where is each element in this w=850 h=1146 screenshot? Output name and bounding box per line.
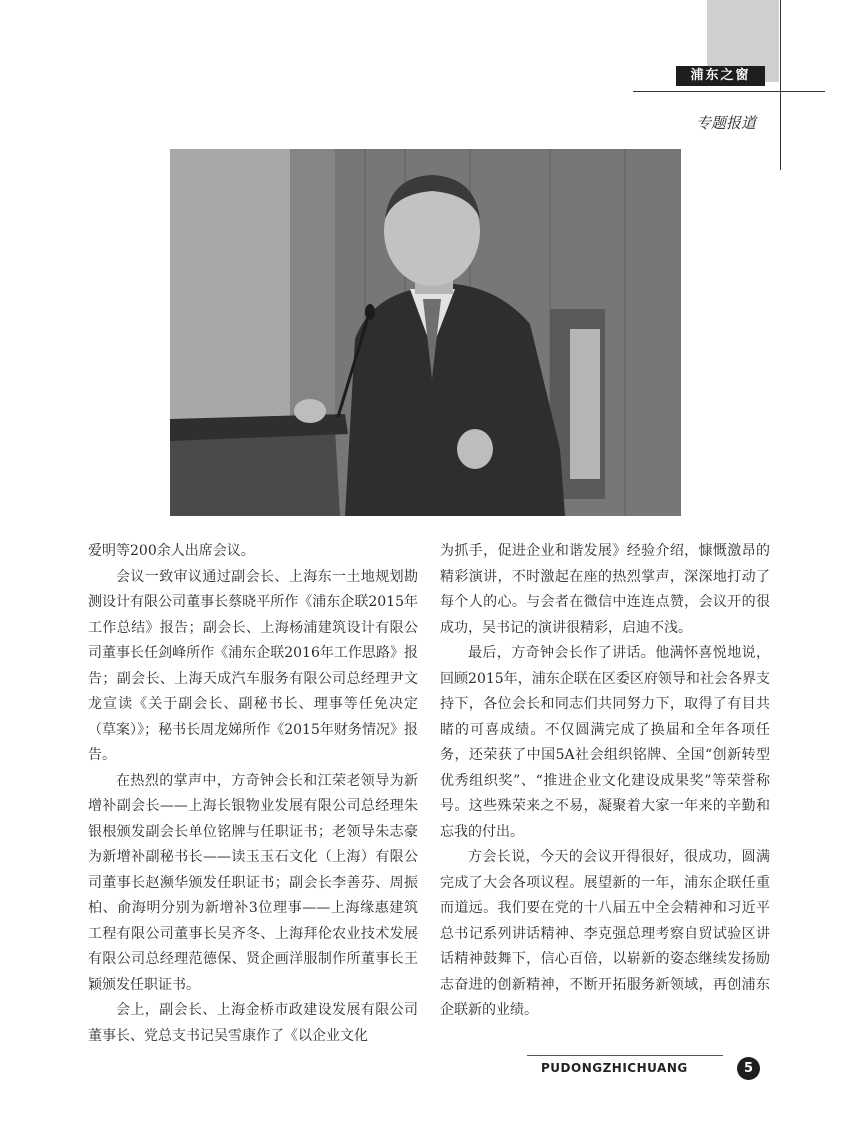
magazine-logo: 浦东之窗 (676, 66, 765, 86)
article-photo (170, 149, 681, 516)
section-title: 专题报道 (695, 114, 756, 132)
speaker-photo-illustration (170, 149, 681, 516)
page-number: 5 (737, 1057, 760, 1080)
article-paragraph: 在热烈的掌声中，方奇钟会长和江荣老领导为新增补副会长——上海长银物业发展有限公司总经理朱银根颁发副会长单位铭牌与任职证书；老领导朱志豪为新增补副秘书长——读玉玉石文化（上海）有限公司董事长赵濒华颁发任职证书；副会长李善芬、周振柏、俞海明分别为新增补3位理事——上海缘惠建筑工程有限公司董事长吴齐冬、上海拜伦农业技术发展有限公司总经理范德保、贤企画洋服制作所董事长王颖颁发任职证书。 (88, 772, 418, 993)
publication-name: PUDONGZHICHUANG (541, 1061, 688, 1075)
article-paragraph: 为抓手，促进企业和谐发展》经验介绍，慷慨激昂的精彩演讲，不时激起在座的热烈掌声，深深地打动了每个人的心。与会者在微信中连连点赞，会议开的很成功，吴书记的演讲很精彩，启迪不浅。 (440, 543, 770, 636)
article-right-column (440, 539, 770, 1024)
article-paragraph: 方会长说，今天的会议开得很好，很成功，圆满完成了大会各项议程。展望新的一年，浦东企联任重而道远。我们要在党的十八届五中全会精神和习近平总书记系列讲话精神、李克强总理考察自贸试验区讲话精神鼓舞下，信心百倍，以崭新的姿态继续发扬励志奋进的创新精神，不断开拓服务新领域，再创浦东企联新的业绩。 (440, 849, 770, 1018)
header-horizontal-rule (633, 91, 825, 92)
article-paragraph: 会上，副会长、上海金桥市政建设发展有限公司董事长、党总支书记吴雪康作了《以企业文化 (88, 1002, 418, 1044)
article-paragraph: 最后，方奇钟会长作了讲话。他满怀喜悦地说，回顾2015年，浦东企联在区委区府领导和社会各界支持下，各位会长和同志们共同努力下，取得了有目共睹的可喜成绩。不仅圆满完成了换届和全年各项任务，还荣获了中国5A社会组织铭牌、全国“创新转型优秀组织奖”、“推进企业文化建设成果奖”等荣誉称号。这些殊荣来之不易，凝聚着大家一年来的辛勤和忘我的付出。 (440, 645, 770, 840)
header-vertical-rule (780, 0, 781, 170)
footer-rule (527, 1055, 723, 1056)
article-paragraph: 会议一致审议通过副会长、上海东一土地规划勘测设计有限公司董事长蔡晓平所作《浦东企联2015年工作总结》报告；副会长、上海杨浦建筑设计有限公司董事长任剑峰所作《浦东企联2016年工作思路》报告；副会长、上海天成汽车服务有限公司总经理尹文龙宣读《关于副会长、副秘书长、理事等任免决定（草案）》；秘书长周龙娣所作《2015年财务情况》报告。 (88, 568, 418, 763)
article-left-column (88, 539, 418, 1049)
article-paragraph: 爱明等200余人出席会议。 (88, 543, 255, 559)
